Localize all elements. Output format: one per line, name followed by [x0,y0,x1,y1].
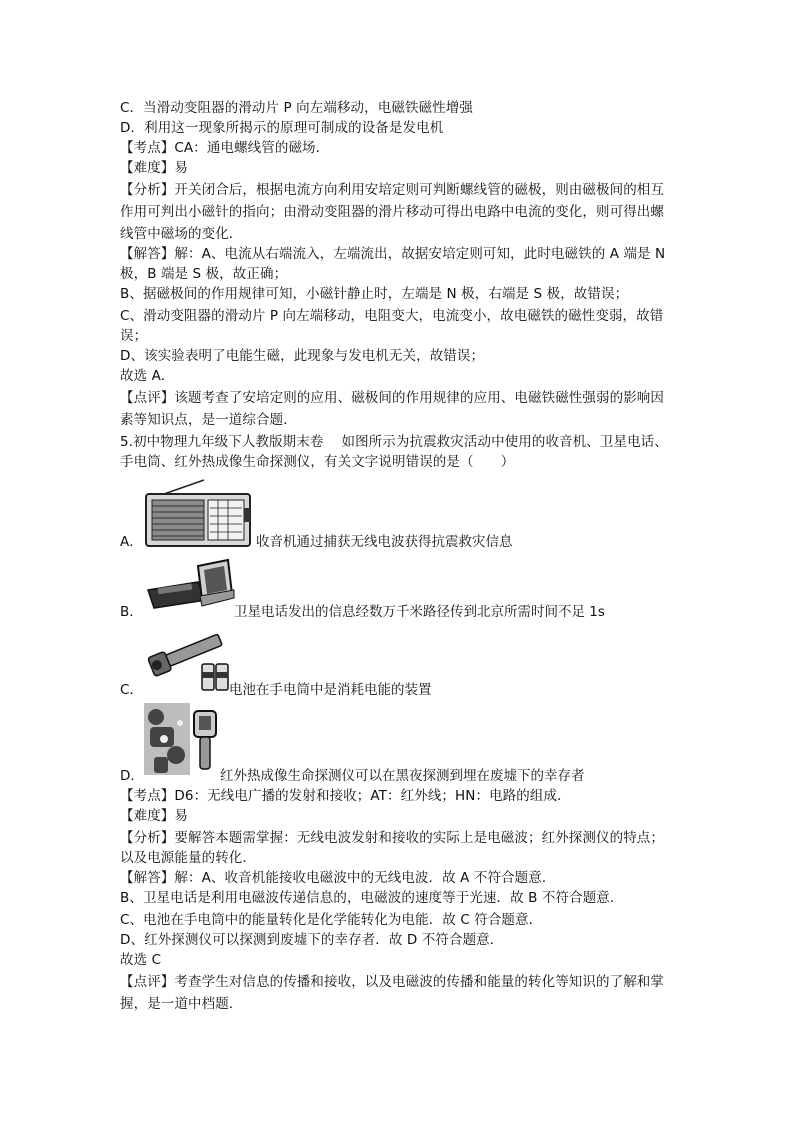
jieda-line: B、卫星电话是利用电磁波传递信息的，电磁波的速度等于光速．故 B 不符合题意． [120,890,624,906]
jieda-prev-line: D、该实验表明了电能生磁，此现象与发电机无关，故错误； [120,348,485,364]
dianping-line: 握，是一道中档题． [120,996,243,1012]
fenxi-line: 以及电源能量的转化． [120,850,256,866]
satellite-phone-icon [144,556,236,612]
fenxi-prev-line: 线管中磁场的变化． [120,226,243,242]
kaodian-prev: 【考点】CA：通电螺线管的磁场． [120,140,330,156]
option-d-prev: D．利用这一现象所揭示的原理可制成的设备是发电机 [120,120,444,136]
option-d-text: 红外热成像生命探测仪可以在黑夜探测到埋在废墟下的幸存者 [220,768,585,784]
nandu-prev: 【难度】易 [120,160,188,176]
jieda-line: 故选 C [120,952,162,968]
question-stem-line: 5.初中物理九年级下人教版期末卷 如图所示为抗震救灾活动中使用的收音机、卫星电话、 [120,434,668,450]
infrared-detector-icon [144,703,218,775]
jieda-line: D、红外探测仪可以探测到废墟下的幸存者．故 D 不符合题意． [120,932,504,948]
option-a-letter: A． [120,534,143,550]
dianping-line: 【点评】考查学生对信息的传播和接收，以及电磁波的传播和能量的转化等知识的了解和掌 [120,974,664,990]
jieda-prev-line: B、据磁极间的作用规律可知，小磁针静止时，左端是 N 极，右端是 S 极，故错误； [120,286,629,302]
fenxi-prev-line: 作用可判出小磁针的指向；由滑动变阻器的滑片移动可得出电路中电流的变化，则可得出螺 [120,204,664,220]
option-a-text: 收音机通过捕获无线电波获得抗震救灾信息 [256,534,513,550]
jieda-prev-line: C、滑动变阻器的滑动片 P 向左端移动，电阻变大，电流变小，故电磁铁的磁性变弱，故错 [120,308,664,324]
option-c-prev: C．当滑动变阻器的滑动片 P 向左端移动，电磁铁磁性增强 [120,100,473,116]
option-c-text: 电池在手电筒中是消耗电能的装置 [229,682,432,698]
flashlight-icon [144,624,230,692]
option-c-letter: C． [120,682,143,698]
question-stem-line: 手电筒、红外热成像生命探测仪，有关文字说明错误的是（ ） [120,454,515,470]
radio-icon [144,478,254,550]
dianping-prev-line: 素等知识点，是一道综合题． [120,412,297,428]
jieda-prev-line: 极，B 端是 S 极，故正确； [120,266,288,282]
jieda-line: C、电池在手电筒中的能量转化是化学能转化为电能．故 C 符合题意． [120,912,543,928]
jieda-prev-line: 【解答】解：A、电流从右端流入，左端流出，故据安培定则可知，此时电磁铁的 A 端是 N [120,246,666,262]
nandu-line: 【难度】易 [120,808,188,824]
jieda-prev-line: 故选 A． [120,368,175,384]
dianping-prev-line: 【点评】该题考查了安培定则的应用、磁极间的作用规律的应用、电磁铁磁性强弱的影响因 [120,390,664,406]
fenxi-prev-line: 【分析】开关闭合后，根据电流方向利用安培定则可判断螺线管的磁极，则由磁极间的相互 [120,182,664,198]
jieda-prev-line: 误； [120,328,148,344]
kaodian-line: 【考点】D6：无线电广播的发射和接收；AT：红外线；HN：电路的组成． [120,788,571,804]
option-d-letter: D． [120,768,144,784]
option-b-letter: B． [120,604,143,620]
option-b-text: 卫星电话发出的信息经数万千米路径传到北京所需时间不足 1s [234,604,605,620]
fenxi-line: 【分析】要解答本题需掌握：无线电波发射和接收的实际上是电磁波；红外探测仪的特点； [120,830,664,846]
jieda-line: 【解答】解：A、收音机能接收电磁波中的无线电波．故 A 不符合题意． [120,870,556,886]
